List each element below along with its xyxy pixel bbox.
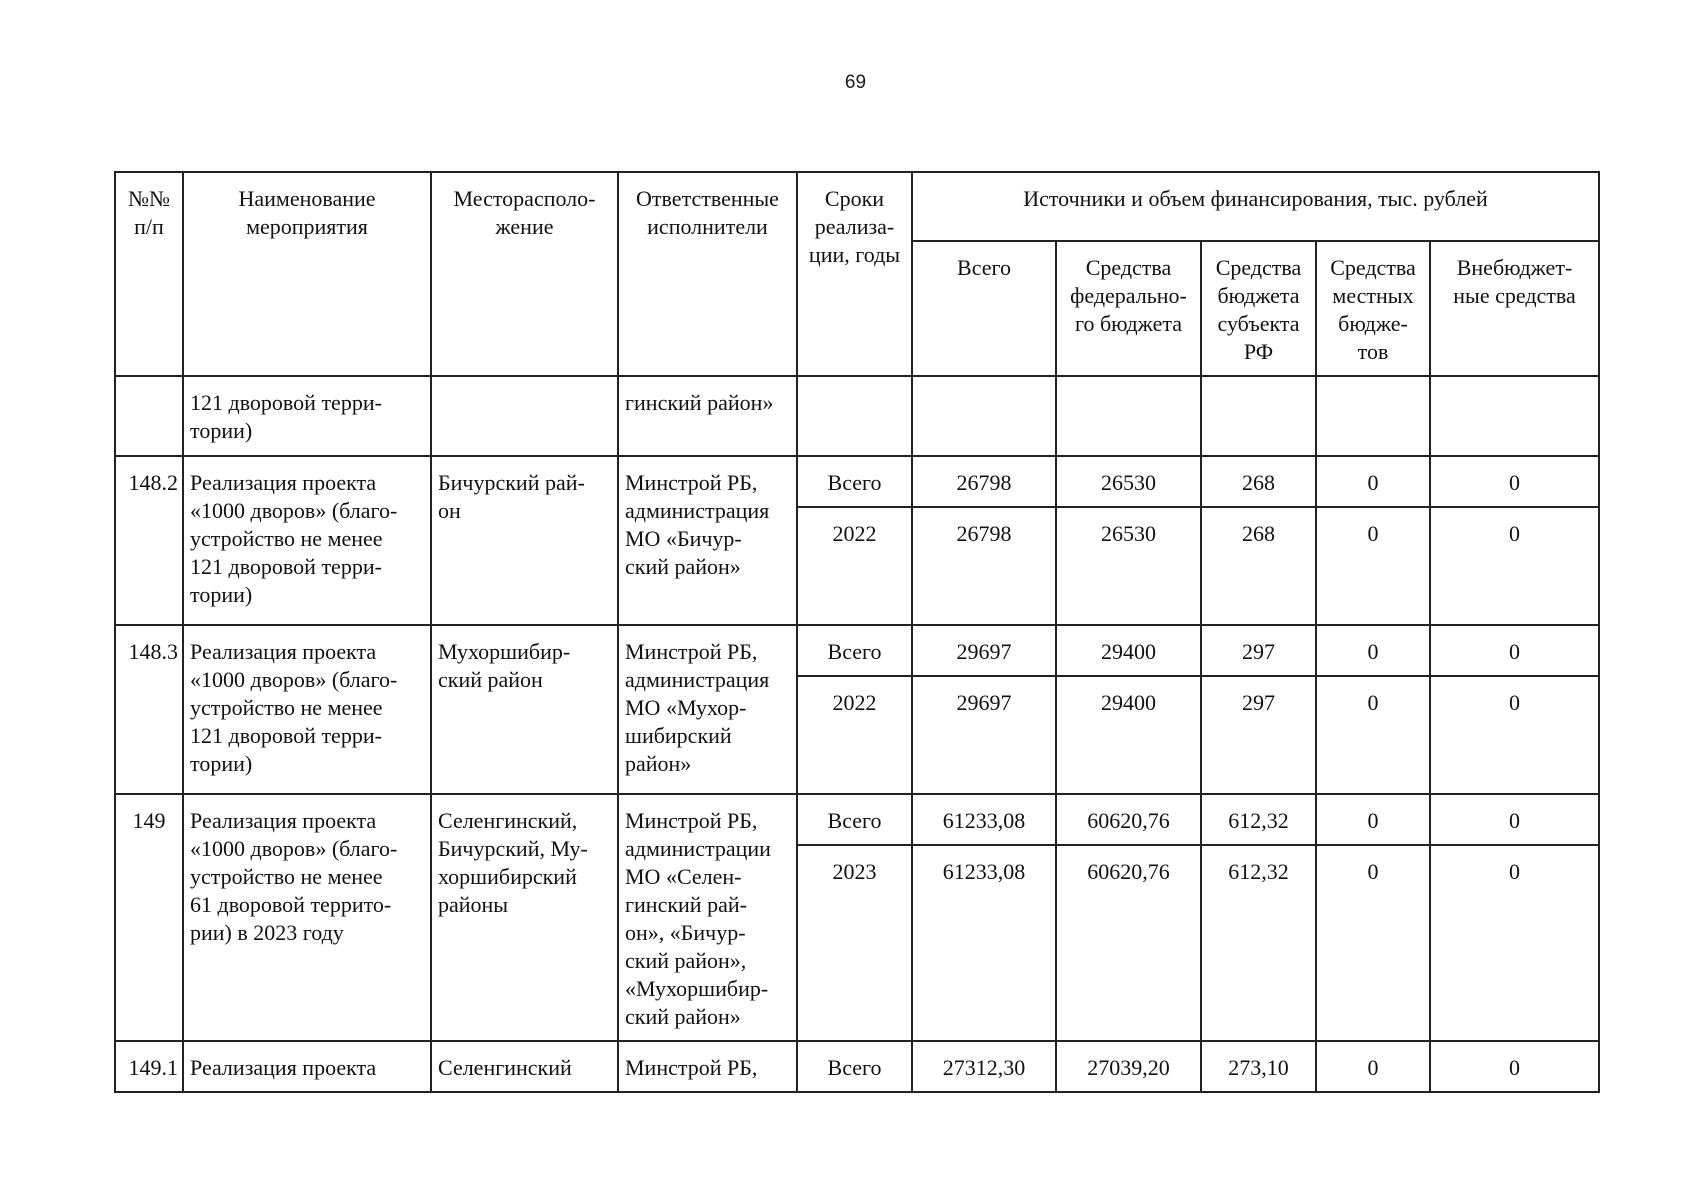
cell-num [115,376,183,456]
cell-local: 0 [1316,1041,1430,1092]
cell-subject: 268 [1201,456,1316,507]
cell-federal: 29400 [1056,676,1201,794]
header-extra: Внебюджет- ные средства [1430,241,1599,376]
header-name: Наименование мероприятия [183,172,431,376]
cell-responsible: гинский район» [618,376,797,456]
cell-subject: 297 [1201,676,1316,794]
header-federal: Средства федерально- го бюджета [1056,241,1201,376]
cell-responsible: Минстрой РБ, администрации МО «Селен- гинский рай- он», «Бичур- ский район», «Мухоршибир- ский район» [618,794,797,1041]
cell-num: 149.1 [115,1041,183,1092]
continuation-row [115,376,1599,456]
cell-extra: 0 [1430,625,1599,676]
cell-num: 148.3 [115,625,183,794]
cell-subject: 297 [1201,625,1316,676]
header-location: Месторасполо- жение [431,172,618,376]
table-row [115,794,1599,845]
cell-local [1316,376,1430,456]
table-row [115,1041,1599,1092]
cell-extra: 0 [1430,845,1599,1041]
cell-extra: 0 [1430,676,1599,794]
cell-term: 2023 [797,845,912,1041]
cell-term: Всего [797,456,912,507]
cell-federal: 60620,76 [1056,845,1201,1041]
header-row-top [115,172,1599,241]
cell-name: Реализация проекта [183,1041,431,1092]
cell-responsible: Минстрой РБ, администрация МО «Бичур- ский район» [618,456,797,625]
cell-location: Мухоршибир- ский район [431,625,618,794]
page-number: 69 [844,72,867,93]
cell-federal: 27039,20 [1056,1041,1201,1092]
cell-location: Бичурский рай- он [431,456,618,625]
cell-subject [1201,376,1316,456]
cell-num: 149 [115,794,183,1041]
cell-total: 29697 [912,625,1056,676]
table-row [115,456,1599,507]
cell-num: 148.2 [115,456,183,625]
cell-local: 0 [1316,507,1430,625]
cell-term: 2022 [797,507,912,625]
header-financing-group: Источники и объем финансирования, тыс. рублей [912,172,1599,241]
cell-federal: 26530 [1056,456,1201,507]
cell-local: 0 [1316,845,1430,1041]
cell-term: 2022 [797,676,912,794]
header-num: №№ п/п [115,172,183,376]
cell-total: 26798 [912,456,1056,507]
cell-name: Реализация проекта «1000 дворов» (благо- устройство не менее 121 дворовой терри- тории) [183,456,431,625]
cell-federal: 26530 [1056,507,1201,625]
cell-term: Всего [797,794,912,845]
table-row [115,625,1599,676]
table-body [115,172,1599,1092]
cell-total: 61233,08 [912,845,1056,1041]
cell-responsible: Минстрой РБ, [618,1041,797,1092]
header-total: Всего [912,241,1056,376]
header-local: Средства местных бюдже- тов [1316,241,1430,376]
header-responsible: Ответственные исполнители [618,172,797,376]
cell-subject: 612,32 [1201,794,1316,845]
cell-location [431,376,618,456]
cell-total: 61233,08 [912,794,1056,845]
header-subject: Средства бюджета субъекта РФ [1201,241,1316,376]
cell-responsible: Минстрой РБ, администрация МО «Мухор- шибирский район» [618,625,797,794]
cell-name: 121 дворовой терри- тории) [183,376,431,456]
cell-extra: 0 [1430,456,1599,507]
cell-extra [1430,376,1599,456]
header-terms: Сроки реализа- ции, годы [797,172,912,376]
cell-extra: 0 [1430,794,1599,845]
cell-subject: 268 [1201,507,1316,625]
cell-total: 27312,30 [912,1041,1056,1092]
cell-name: Реализация проекта «1000 дворов» (благо- устройство не менее 121 дворовой терри- тории) [183,625,431,794]
cell-local: 0 [1316,456,1430,507]
cell-location: Селенгинский [431,1041,618,1092]
cell-term: Всего [797,625,912,676]
cell-local: 0 [1316,794,1430,845]
cell-total: 26798 [912,507,1056,625]
cell-total [912,376,1056,456]
cell-subject: 273,10 [1201,1041,1316,1092]
cell-local: 0 [1316,676,1430,794]
cell-federal: 60620,76 [1056,794,1201,845]
cell-local: 0 [1316,625,1430,676]
cell-federal: 29400 [1056,625,1201,676]
financing-table [114,171,1600,1093]
cell-total: 29697 [912,676,1056,794]
cell-extra: 0 [1430,1041,1599,1092]
cell-term [797,376,912,456]
cell-federal [1056,376,1201,456]
cell-extra: 0 [1430,507,1599,625]
cell-location: Селенгинский, Бичурский, Му- хоршибирский районы [431,794,618,1041]
cell-name: Реализация проекта «1000 дворов» (благо- устройство не менее 61 дворовой террито- рии) в 2023 году [183,794,431,1041]
cell-subject: 612,32 [1201,845,1316,1041]
cell-term: Всего [797,1041,912,1092]
